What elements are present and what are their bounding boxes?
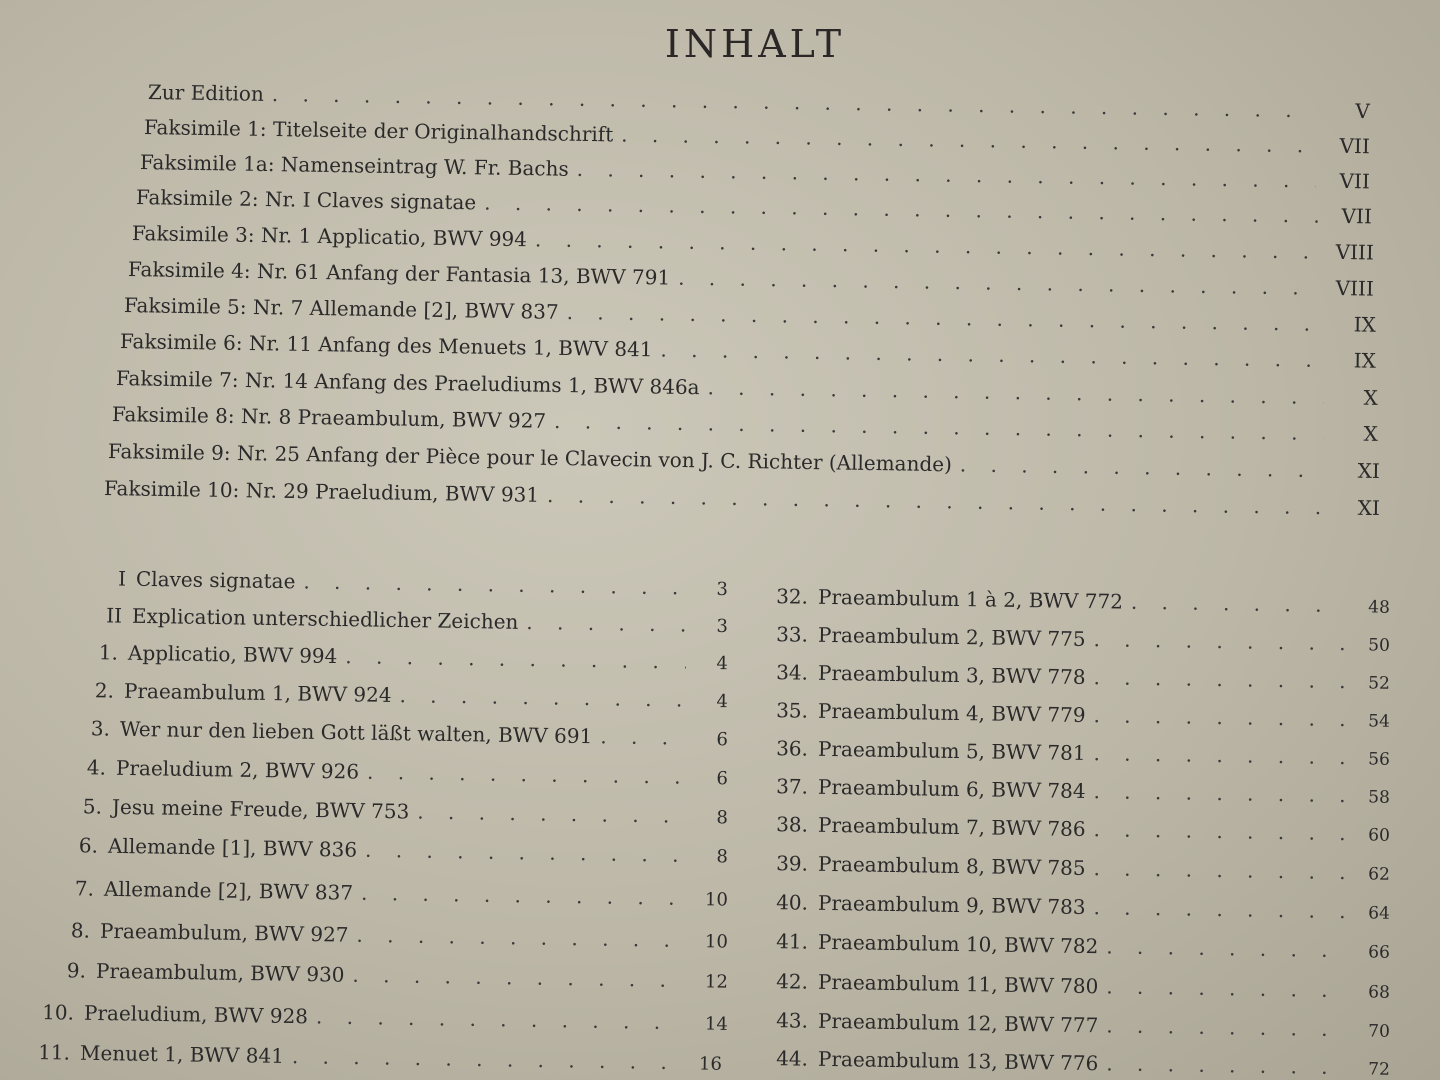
toc-entry [768,1046,1390,1080]
entry-page: VII [1341,203,1373,229]
toc-entry [108,439,1380,483]
entry-page: 10 [704,931,729,953]
dot-leader [367,760,686,789]
dot-leader [600,724,686,749]
page-title: INHALT [664,22,846,66]
entry-page: 16 [698,1053,723,1075]
dot-leader [399,683,686,711]
dot-leader [1093,895,1346,923]
entry-label: Faksimile 1: Titelseite der Originalhandschrift [143,115,614,147]
entry-label: Faksimile 2: Nr. I Claves signatae [135,185,477,215]
toc-entry [136,185,1372,228]
entry-page: 68 [1368,982,1391,1003]
dot-leader [1093,779,1346,807]
dot-leader [272,82,1316,122]
dot-leader [526,610,686,637]
toc-entry [768,890,1390,924]
toc-entry [768,698,1390,732]
toc-entry [768,969,1390,1003]
entry-page: 54 [1368,711,1391,732]
dot-leader [660,337,1322,371]
entry-number: 6. [78,833,99,858]
entry-label: Praeambulum 5, BWV 781 [817,736,1086,765]
toc-entry [768,812,1390,846]
entry-label: Faksimile 8: Nr. 8 Praeambulum, BWV 927 [111,402,547,433]
dot-leader [554,409,1324,445]
toc-entry [140,150,1370,193]
dot-leader [1106,974,1346,1002]
entry-label: Faksimile 1a: Namenseintrag W. Fr. Bachs [139,150,569,181]
dot-leader [316,1004,686,1034]
dot-leader [567,300,1323,336]
dot-leader [356,923,686,952]
entry-label: Jesu meine Freude, BWV 753 [111,794,410,824]
entry-number: 2. [94,678,115,703]
entry-number: 35. [775,698,809,723]
toc-entry [72,716,728,750]
dot-leader [417,800,686,828]
entry-number: 42. [775,969,809,994]
entry-label: Praeambulum 2, BWV 775 [817,622,1086,651]
entry-number: 41. [775,929,809,954]
entry-label: Praeambulum 13, BWV 776 [817,1046,1099,1076]
entry-label: Praeambulum, BWV 930 [95,958,345,987]
entry-page: 6 [716,729,729,751]
entry-label: Applicatio, BWV 994 [127,640,338,669]
entry-number: 40. [775,890,809,915]
dot-leader [1093,627,1346,655]
entry-page: XI [1357,495,1381,521]
toc-entry [768,774,1390,808]
entry-page: 50 [1368,635,1391,656]
entry-number: 34. [775,660,809,685]
toc-entry [116,366,1378,410]
entry-number: 1. [98,640,119,665]
entry-page: 3 [716,615,729,638]
entry-page: 62 [1368,864,1391,885]
toc-entry [32,1040,722,1075]
entry-page: 4 [716,691,729,713]
toc-entry [60,833,728,867]
dot-leader [1093,703,1346,731]
entry-number: 11. [37,1040,71,1065]
toc-entry [68,755,728,789]
dot-leader [1093,856,1346,884]
entry-page: 4 [716,652,729,675]
entry-label: Praeambulum 1, BWV 924 [123,678,392,707]
entry-number: 7. [74,876,95,901]
toc-entry [36,1000,728,1035]
toc-entry [124,293,1376,337]
dot-leader [484,190,1318,227]
entry-page: 58 [1368,787,1391,808]
entry-number: 10. [41,1000,75,1025]
entry-page: 64 [1368,903,1391,924]
entry-label: Claves signatae [135,566,296,594]
dot-leader [1106,1013,1346,1041]
entry-page: 56 [1368,749,1391,770]
entry-page: XI [1357,458,1381,483]
toc-entry [88,566,728,600]
entry-number: 4. [86,755,107,780]
toc-entry [56,876,728,911]
toc-entry [52,918,728,953]
toc-entry [84,603,728,637]
entry-page: 12 [704,971,729,993]
entry-page: VIII [1335,239,1375,265]
entry-label: Allemande [1], BWV 836 [107,833,358,862]
entry-page: V [1355,98,1371,124]
entry-label: Praeambulum, BWV 927 [99,918,349,947]
entry-label: Allemande [2], BWV 837 [103,876,354,905]
dot-leader [1131,590,1346,617]
entry-page: 48 [1368,597,1391,618]
toc-entry [768,1008,1390,1042]
entry-label: Praeambulum 11, BWV 780 [817,969,1099,999]
toc-entry [132,221,1374,265]
entry-label: Menuet 1, BWV 841 [79,1040,285,1068]
toc-entry [112,402,1378,446]
dot-leader [547,483,1326,519]
entry-number: 36. [775,736,809,761]
entry-number: 37. [775,774,809,799]
entry-number: 33. [775,622,809,647]
toc-entry [768,622,1390,656]
entry-number: 32. [775,584,809,609]
toc-entry [76,678,728,712]
entry-page: 3 [716,578,729,601]
entry-label: Zur Edition [147,80,265,106]
entry-label: Praeambulum 10, BWV 782 [817,929,1099,959]
dot-leader [1093,665,1346,693]
entry-label: Praeludium, BWV 928 [83,1000,309,1029]
entry-page: 8 [716,807,729,829]
entry-page: 66 [1368,942,1391,963]
dot-leader [577,157,1317,193]
entry-page: VII [1339,168,1371,194]
entry-page: 14 [704,1013,729,1035]
dot-leader [365,838,686,867]
entry-page: 52 [1368,673,1391,694]
entry-page: 8 [716,846,729,868]
dot-leader [1106,1051,1346,1079]
entry-label: Praeambulum 3, BWV 778 [817,660,1086,689]
toc-entry [768,584,1390,618]
entry-number: 3. [90,716,111,741]
entry-page: 6 [716,768,729,790]
entry-label: Faksimile 6: Nr. 11 Anfang des Menuets 1, BWV 841 [119,329,653,362]
dot-leader [292,1044,680,1074]
entry-label: Faksimile 10: Nr. 29 Praeludium, BWV 931 [103,476,540,507]
dot-leader [1093,741,1346,769]
entry-number: 39. [775,851,809,876]
entry-label: Praeambulum 1 à 2, BWV 772 [817,584,1124,614]
toc-entry [768,660,1390,694]
entry-page: 72 [1368,1059,1391,1080]
entry-page: IX [1353,348,1377,373]
toc-entry [148,80,1370,123]
entry-page: 60 [1368,825,1391,846]
entry-label: Explication unterschiedlicher Zeichen [131,603,519,634]
dot-leader [960,452,1326,482]
dot-leader [352,963,686,992]
toc-entry [120,329,1376,373]
toc-entry [768,929,1390,963]
entry-number: II [105,603,123,628]
dot-leader [535,227,1320,263]
dot-leader [345,644,686,673]
dot-leader [678,266,1320,300]
dot-leader [707,375,1324,409]
entry-label: Faksimile 9: Nr. 25 Anfang der Pièce pour le Clavecin von J. C. Richter (Allemande) [107,439,953,477]
entry-page: X [1363,421,1379,446]
entry-number: 5. [82,794,103,819]
toc-entry [768,736,1390,770]
dot-leader [1106,934,1346,962]
entry-label: Praeambulum 9, BWV 783 [817,890,1086,919]
entry-page: VIII [1335,275,1375,301]
dot-leader [621,122,1316,157]
entry-label: Praeambulum 6, BWV 784 [817,774,1086,803]
entry-label: Praeambulum 4, BWV 779 [817,698,1086,727]
toc-entry [144,115,1370,158]
entry-number: 8. [70,918,91,943]
entry-label: Faksimile 5: Nr. 7 Allemande [2], BWV 837 [123,293,559,324]
entry-label: Wer nur den lieben Gott läßt walten, BWV 691 [119,716,593,749]
entry-label: Praeambulum 7, BWV 786 [817,812,1086,841]
dot-leader [1093,817,1346,845]
toc-entry [80,640,728,674]
entry-page: 70 [1368,1021,1391,1042]
entry-label: Faksimile 3: Nr. 1 Applicatio, BWV 994 [131,221,528,252]
entry-number: I [117,566,127,591]
entry-number: 38. [775,812,809,837]
entry-label: Praeambulum 8, BWV 785 [817,851,1086,880]
toc-entry [128,257,1374,301]
dot-leader [303,569,686,599]
entry-label: Praeambulum 12, BWV 777 [817,1008,1099,1038]
entry-page: IX [1353,312,1377,337]
entry-page: 10 [704,889,729,911]
entry-page: X [1363,385,1379,410]
entry-number: 44. [775,1046,809,1071]
entry-label: Faksimile 7: Nr. 14 Anfang des Praeludiums 1, BWV 846a [115,366,700,400]
entry-number: 9. [66,958,87,983]
toc-entry [768,851,1390,885]
entry-page: VII [1339,133,1371,159]
entry-label: Faksimile 4: Nr. 61 Anfang der Fantasia 13, BWV 791 [127,257,671,290]
toc-entry [64,794,728,828]
toc-entry [48,958,728,993]
dot-leader [361,881,686,910]
entry-label: Praeludium 2, BWV 926 [115,755,360,784]
toc-entry [104,476,1380,520]
entry-number: 43. [775,1008,809,1033]
